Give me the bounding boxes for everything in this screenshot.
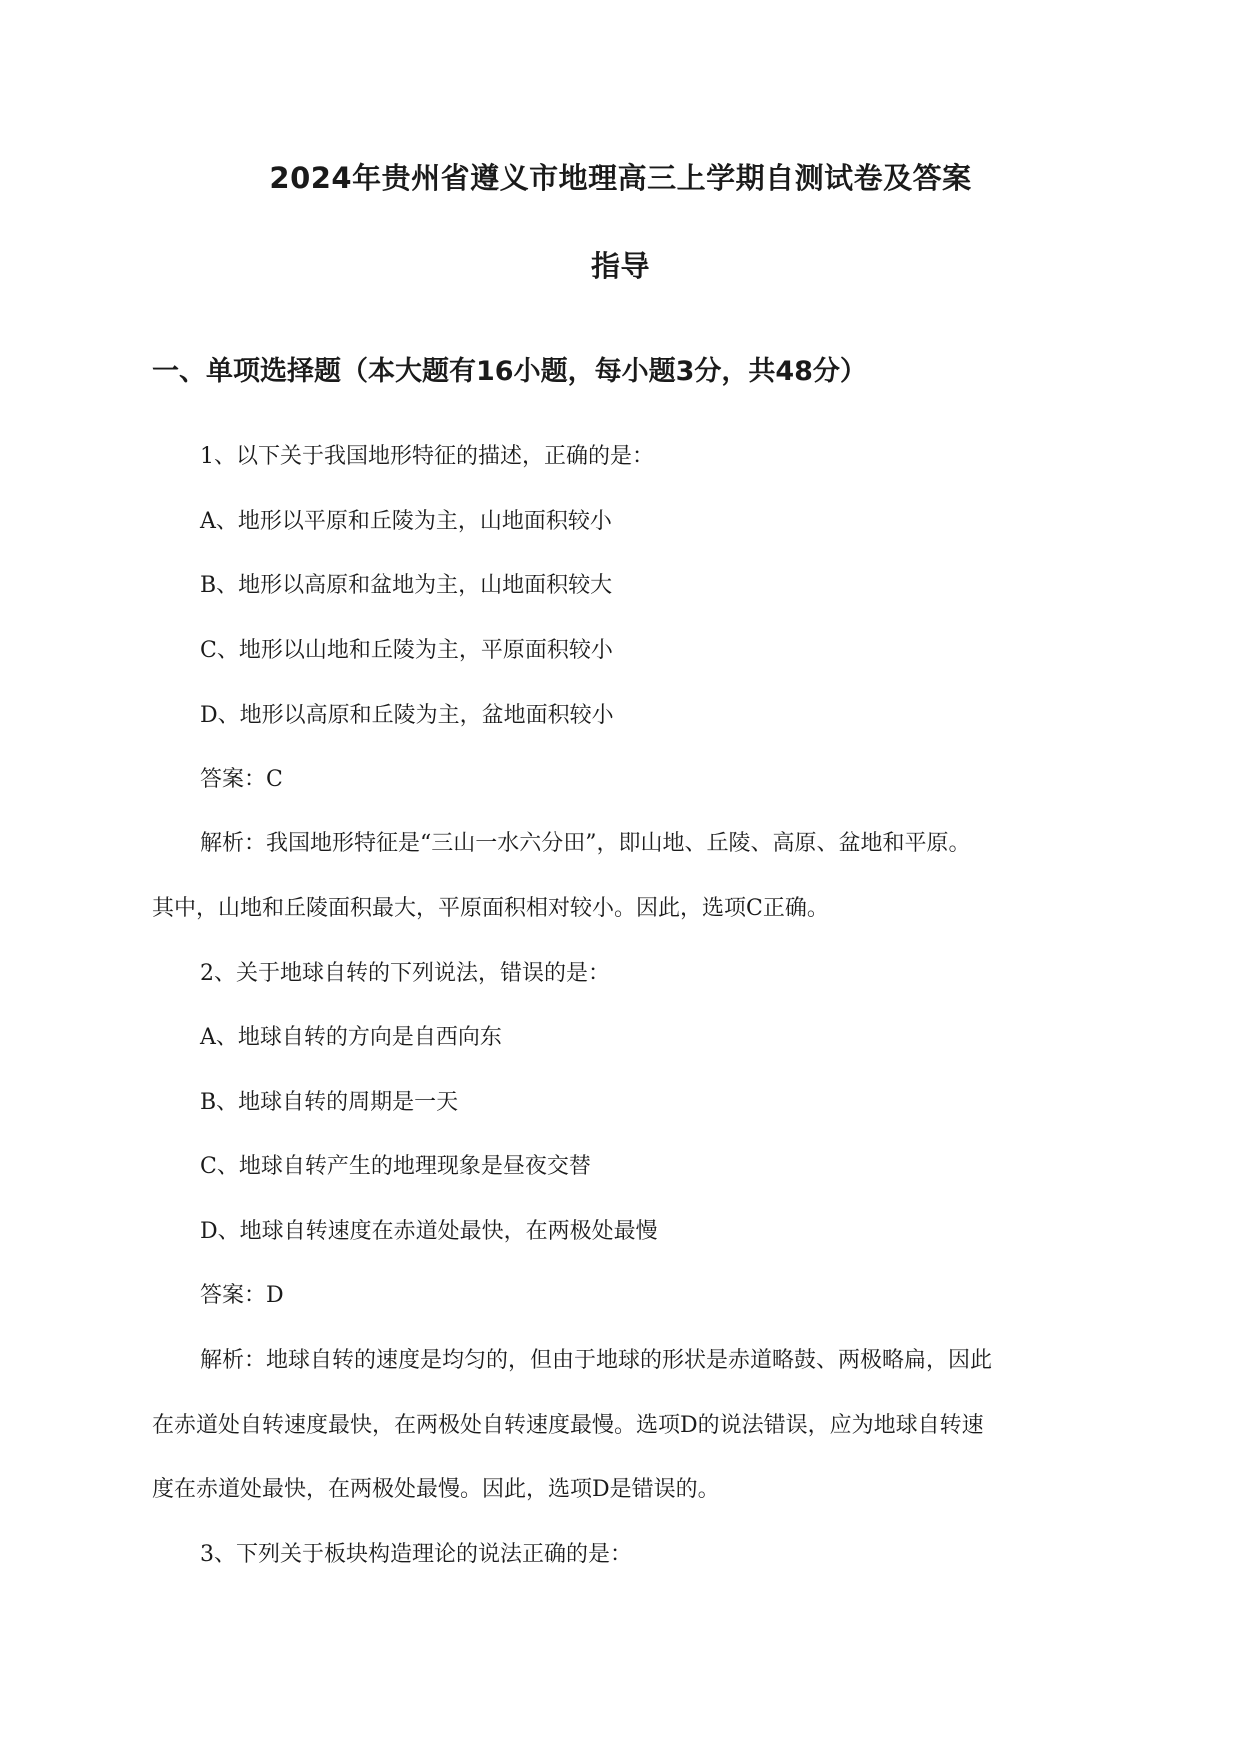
option-d: D、地球自转速度在赤道处最快，在两极处最慢 [200,1219,658,1244]
document-title-line2: 指导 [590,249,650,283]
option-a: A、地形以平原和丘陵为主，山地面积较小 [200,509,612,534]
answer-text: 答案：D [200,1283,284,1308]
option-d: D、地形以高原和丘陵为主，盆地面积较小 [200,703,614,728]
question-stem: 2、关于地球自转的下列说法，错误的是： [200,961,610,986]
option-a: A、地球自转的方向是自西向东 [200,1025,502,1050]
analysis-line: 解析：我国地形特征是“三山一水六分田”，即山地、丘陵、高原、盆地和平原。 [200,831,971,856]
option-b: B、地球自转的周期是一天 [200,1090,459,1115]
analysis-line: 在赤道处自转速度最快，在两极处自转速度最慢。选项D的说法错误，应为地球自转速 [152,1413,984,1438]
question-stem: 3、下列关于板块构造理论的说法正确的是： [200,1542,632,1567]
analysis-line: 度在赤道处最快，在两极处最慢。因此，选项D是错误的。 [152,1477,720,1502]
analysis-line: 解析：地球自转的速度是均匀的，但由于地球的形状是赤道略鼓、两极略扁，因此 [200,1348,993,1373]
option-c: C、地形以山地和丘陵为主，平原面积较小 [200,638,613,663]
document-title-line1: 2024年贵州省遵义市地理高三上学期自测试卷及答案 [269,161,972,195]
section-heading: 一、单项选择题（本大题有16小题，每小题3分，共48分） [152,356,867,387]
answer-text: 答案：C [200,767,283,792]
analysis-line: 其中，山地和丘陵面积最大，平原面积相对较小。因此，选项C正确。 [152,896,829,921]
option-c: C、地球自转产生的地理现象是昼夜交替 [200,1154,591,1179]
option-b: B、地形以高原和盆地为主，山地面积较大 [200,573,613,598]
question-stem: 1、以下关于我国地形特征的描述，正确的是： [200,444,654,469]
